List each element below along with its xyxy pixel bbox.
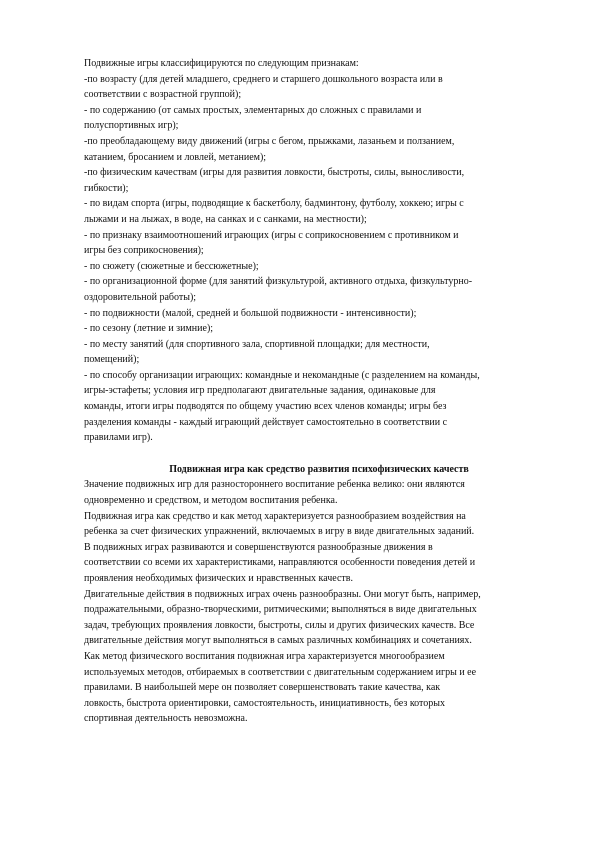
list-line: - по месту занятий (для спортивного зала, спортивной площадки; для местности, — [84, 338, 430, 350]
body-line: Подвижная игра как средство и как метод характеризуется разнообразием воздействия на — [84, 510, 466, 522]
list-line: - по сезону (летние и зимние); — [84, 323, 214, 335]
body-line: одновременно и средством, и методом воспитания ребенка. — [84, 495, 338, 507]
body-line: задач, требующих проявления ловкости, быстроты, силы и других физических качеств. Все — [84, 619, 475, 631]
list-line: гибкости); — [84, 182, 129, 194]
body-line: проявления необходимых физических и нравственных качеств. — [84, 573, 354, 584]
list-line: оздоровительной работы); — [84, 291, 197, 303]
list-line: -по возрасту (для детей младшего, среднего и старшего дошкольного возраста или в — [84, 73, 443, 85]
list-line: команды, итоги игры подводятся по общему участию всех членов команды; игры без — [84, 401, 447, 413]
list-line: помещений); — [84, 354, 140, 366]
body-line: используемых методов, отбираемых в соответствии с двигательным содержанием игры и ее — [84, 666, 477, 678]
section-body — [84, 477, 554, 727]
body-line: Как метод физического воспитания подвижная игра характеризуется многообразием — [84, 650, 445, 662]
list-line: - по признаку взаимоотношений играющих (игры с соприкосновением с противником и — [84, 229, 459, 241]
body-line: Двигательные действия в подвижных играх очень разнообразны. Они могут быть, например, — [84, 588, 481, 600]
list-line: правилами игр). — [84, 432, 153, 444]
list-line: - по видам спорта (игры, подводящие к баскетболу, бадминтону, футболу, хоккею; игры с — [84, 198, 464, 210]
list-line: соответствии с возрастной группой); — [84, 89, 242, 101]
body-line: двигательные действия могут выполняться в самых различных комбинациях и сочетаниях. — [84, 635, 472, 647]
classification-list — [84, 56, 554, 446]
list-line: - по сюжету (сюжетные и бессюжетные); — [84, 260, 259, 272]
body-line: ловкость, быстрота ориентировки, самостоятельность, инициативность, без которых — [84, 697, 445, 709]
body-line: правилами. В наибольшей мере он позволяет совершенствовать такие качества, как — [84, 682, 441, 694]
body-line: Значение подвижных игр для разностороннего воспитание ребенка велико: они являются — [84, 479, 465, 491]
body-line: ребенка за счет физических упражнений, включаемых в игру в виде двигательных заданий. — [84, 526, 475, 538]
body-line: В подвижных играх развиваются и совершенствуются разнообразные движения в — [84, 541, 433, 553]
list-line: Подвижные игры классифицируются по следующим признакам: — [84, 58, 359, 69]
list-line: разделения команды - каждый играющий действует самостоятельно в соответствии с — [84, 416, 448, 428]
list-line: - по содержанию (от самых простых, элементарных до сложных с правилами и — [84, 104, 422, 116]
list-line: игры без соприкосновения); — [84, 245, 204, 257]
list-line: катанием, бросанием и ловлей, метанием); — [84, 151, 267, 163]
list-line: -по преобладающему виду движений (игры с бегом, прыжками, лазаньем и ползанием, — [84, 135, 455, 147]
body-line: подражательными, образно-творческими, ритмическими; выполняться в виде двигательных — [84, 604, 477, 616]
document-text — [84, 56, 554, 727]
list-line: лыжами и на лыжах, в воде, на санках и с санками, на местности); — [84, 213, 367, 225]
list-line: игры-эстафеты; условия игр предполагают двигательные задания, одинаковые для — [84, 385, 436, 397]
list-line: - по подвижности (малой, средней и большой подвижности - интенсивности); — [84, 307, 417, 319]
section-heading: Подвижная игра как средство развития психофизических качеств — [169, 463, 469, 475]
list-line: -по физическим качествам (игры для развития ловкости, быстроты, силы, выносливости, — [84, 167, 465, 179]
body-line: спортивная деятельность невозможна. — [84, 713, 248, 725]
list-line: - по способу организации играющих: командные и некомандные (с разделением на команды, — [84, 369, 480, 381]
body-line: соответствии со всеми их характеристиками, направляются особенности поведения детей и — [84, 557, 476, 569]
list-line: - по организационной форме (для занятий физкультурой, активного отдыха, физкультурно- — [84, 276, 473, 288]
list-line: полуспортивных игр); — [84, 120, 179, 132]
